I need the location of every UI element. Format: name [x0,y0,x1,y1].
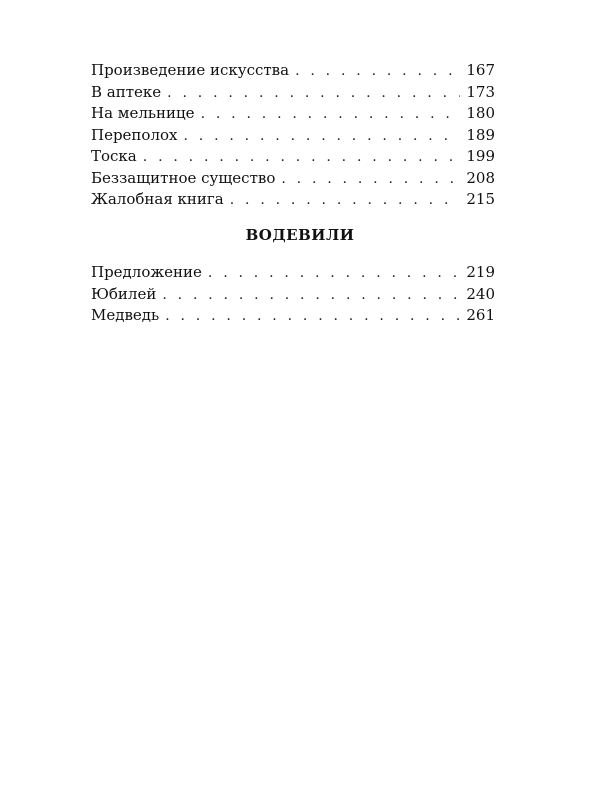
toc-entry [91,189,495,211]
toc-entry-title: Переполох [91,125,178,144]
toc-entry [91,125,495,147]
toc-entry-title: На мельнице [91,104,195,122]
dot-leader [167,83,460,105]
toc-vaudevilles-list [91,262,495,327]
toc-entry-page: 219 [466,263,495,281]
toc-entry-title: Медведь [91,306,160,324]
toc-entry-title: Жалобная книга [91,190,224,208]
toc-entry-page: 173 [466,82,495,101]
toc-entry [91,305,495,327]
dot-leader [295,61,460,83]
toc-entry-page: 240 [466,284,495,303]
toc-entry-page: 167 [466,61,495,79]
dot-leader [183,126,460,148]
toc-entry [91,168,495,190]
toc-entry [91,146,495,168]
dot-leader [143,147,461,169]
toc-stories-list [91,60,495,211]
toc-entry-title: Тоска [91,147,137,165]
toc-entry-title: В аптеке [91,82,162,101]
dot-leader [165,306,460,328]
dot-leader [230,190,461,212]
toc-entry [91,262,495,284]
toc-entry-title: Предложение [91,263,202,281]
toc-entry-title: Юбилей [91,284,157,303]
section-heading: ВОДЕВИЛИ [245,226,355,244]
toc-entry-title: Произведение искусства [91,61,290,79]
toc-entry-page: 189 [466,125,495,144]
dot-leader [281,169,460,191]
toc-entry-page: 208 [466,168,495,187]
toc-entry-page: 215 [466,190,495,208]
toc-entry [91,103,495,125]
dot-leader [162,285,460,307]
toc-entry-page: 199 [466,147,495,165]
toc-entry [91,284,495,306]
dot-leader [208,263,460,285]
toc-entry-title: Беззащитное существо [91,168,276,187]
toc-entry [91,82,495,104]
toc-entry-page: 261 [466,306,495,324]
dot-leader [201,104,461,126]
toc-entry [91,60,495,82]
toc-entry-page: 180 [466,104,495,122]
